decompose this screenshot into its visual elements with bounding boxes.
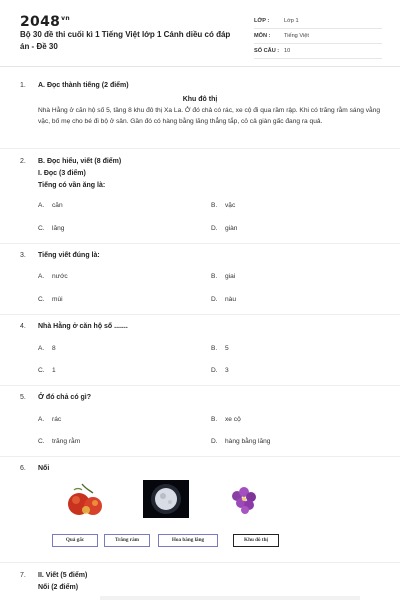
option-letter: A. [38, 416, 45, 423]
option-text: nước [52, 273, 68, 280]
question-divider [0, 243, 400, 244]
crape-myrtle-flower-image [222, 480, 268, 518]
answer-option-d[interactable] [211, 225, 237, 232]
question-number: 5. [20, 394, 26, 401]
option-letter: B. [211, 416, 218, 423]
option-text: rác [52, 416, 62, 423]
meta-key: MÔN : [254, 33, 271, 39]
option-text: hàng bằng lăng [225, 438, 271, 445]
answer-option-a[interactable] [38, 345, 56, 352]
option-text: giai [225, 273, 236, 280]
answer-option-c[interactable] [38, 296, 63, 303]
meta-row-count [254, 44, 382, 59]
option-letter: C. [38, 367, 45, 374]
answer-option-d[interactable] [211, 367, 229, 374]
option-text: xe cộ [225, 416, 241, 423]
passage-title: Khu đô thị [182, 96, 218, 103]
gac-fruit-image [62, 480, 108, 518]
meta-value: 10 [284, 48, 291, 54]
option-text: lăng [52, 225, 65, 232]
match-box-gac-fruit[interactable]: Quả gấc [52, 534, 98, 547]
option-letter: D. [211, 438, 218, 445]
option-text: mùi [52, 296, 63, 303]
answer-option-d[interactable] [211, 296, 236, 303]
match-box-full-moon[interactable]: Trăng rằm [104, 534, 150, 547]
option-letter: C. [38, 296, 45, 303]
option-letter: B. [211, 202, 218, 209]
option-text: vặc [225, 202, 236, 209]
question-heading: Tiếng viết đúng là: [38, 252, 100, 259]
option-text: 1 [52, 367, 56, 374]
question-prompt: Tiếng có vần ăng là: [38, 182, 106, 189]
question-number: 3. [20, 252, 26, 259]
answer-option-c[interactable] [38, 225, 64, 232]
answer-option-b[interactable] [211, 202, 235, 209]
meta-row-class [254, 14, 382, 29]
option-text: căn [52, 202, 63, 209]
question-heading: Nhà Hằng ở căn hộ số ....... [38, 323, 128, 330]
question-divider [0, 148, 400, 149]
question-number: 2. [20, 158, 26, 165]
answer-option-b[interactable] [211, 416, 241, 423]
section-subheading: I. Đọc (3 điểm) [38, 170, 86, 177]
header-divider [0, 66, 400, 67]
next-image-strip [100, 596, 360, 600]
answer-option-c[interactable] [38, 438, 80, 445]
meta-key: SỐ CÂU : [254, 48, 280, 54]
answer-option-a[interactable] [38, 202, 63, 209]
logo-suffix: vn [61, 15, 70, 22]
question-heading: Ở đó chả có gì? [38, 394, 92, 401]
option-text: 8 [52, 345, 56, 352]
option-letter: C. [38, 438, 45, 445]
question-divider [0, 314, 400, 315]
option-letter: C. [38, 225, 45, 232]
full-moon-image [143, 480, 189, 518]
option-letter: D. [211, 225, 218, 232]
question-divider [0, 562, 400, 563]
logo-text: 2048 [20, 14, 61, 30]
match-box-crape-myrtle[interactable]: Hoa bằng lăng [158, 534, 218, 547]
option-letter: A. [38, 273, 45, 280]
question-heading: A. Đọc thành tiếng (2 điểm) [38, 82, 129, 89]
option-text: giàn [225, 225, 238, 232]
answer-option-a[interactable] [38, 273, 68, 280]
site-logo[interactable] [20, 14, 70, 30]
answer-option-d[interactable] [211, 438, 270, 445]
option-text: trăng rằm [52, 438, 81, 445]
answer-option-b[interactable] [211, 273, 235, 280]
answer-option-c[interactable] [38, 367, 56, 374]
meta-value: Tiếng Việt [284, 33, 309, 39]
question-divider [0, 385, 400, 386]
meta-value: Lớp 1 [284, 18, 299, 24]
question-heading: Nối [38, 465, 50, 472]
question-number: 7. [20, 572, 26, 579]
option-text: nàu [225, 296, 237, 303]
answer-option-a[interactable] [38, 416, 61, 423]
question-number: 6. [20, 465, 26, 472]
option-letter: D. [211, 367, 218, 374]
answer-option-b[interactable] [211, 345, 229, 352]
match-box-urban-area[interactable]: Khu đô thị [233, 534, 279, 547]
meta-key: LỚP : [254, 18, 270, 24]
question-number: 1. [20, 82, 26, 89]
reading-passage: Nhà Hằng ở căn hộ số 5, tầng 8 khu đô thị Xa La. Ở đó chả có rác, xe cộ đi qua rầm rập. Khi có trăng rằm sáng vằng vặc, bố mẹ cho bé đi bộ ở sân. Gần đó có hàng bằng lăng thẳng tắp, cỏ cả giàn gấc đang ra quả. [38, 107, 381, 126]
option-letter: B. [211, 273, 218, 280]
question-number: 4. [20, 323, 26, 330]
option-text: 5 [225, 345, 229, 352]
option-letter: A. [38, 202, 45, 209]
section-subheading: Nối (2 điểm) [38, 584, 79, 591]
option-letter: A. [38, 345, 45, 352]
option-letter: D. [211, 296, 218, 303]
option-text: 3 [225, 367, 229, 374]
exam-meta [254, 14, 382, 59]
question-divider [0, 456, 400, 457]
question-heading: B. Đọc hiểu, viết (8 điểm) [38, 158, 122, 165]
meta-row-subject [254, 29, 382, 44]
option-letter: B. [211, 345, 218, 352]
page-title: Bộ 30 đề thi cuối kì 1 Tiếng Việt lớp 1 Cánh diều có đáp án - Đề 30 [20, 30, 231, 51]
question-heading: II. Viết (5 điểm) [38, 572, 88, 579]
